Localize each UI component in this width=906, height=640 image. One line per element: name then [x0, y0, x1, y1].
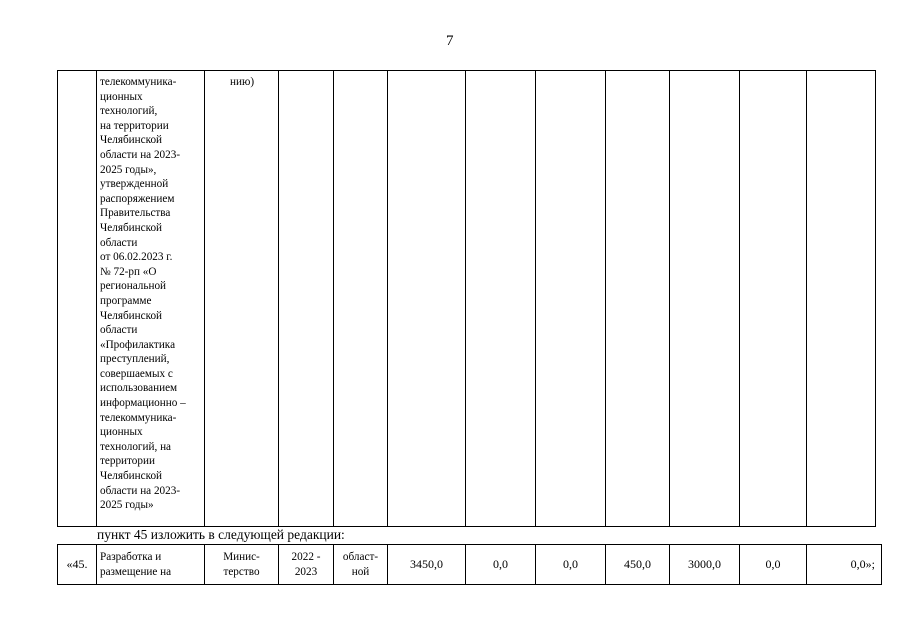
- row-executor-line: Минис-: [223, 550, 260, 563]
- row-year6: 0,0»;: [807, 545, 882, 585]
- description-line: Челябинской: [100, 309, 163, 322]
- description-line: телекоммуника-: [100, 411, 177, 424]
- col-number: [58, 71, 97, 527]
- row-year2: 0,0: [536, 545, 606, 585]
- col-year4: [670, 71, 740, 527]
- description-line: технологий, на: [100, 440, 172, 453]
- row-year5: 0,0: [740, 545, 807, 585]
- col-source: [334, 71, 388, 527]
- row-period: [279, 545, 334, 585]
- description-line: «Профилактика: [100, 338, 176, 351]
- description-line: Правительства: [100, 207, 171, 220]
- row-description-line: Разработка и: [100, 550, 162, 563]
- description-line: телекоммуника-: [100, 76, 177, 88]
- col-executor: [205, 71, 279, 527]
- description-line: территории: [100, 455, 155, 468]
- col-year2: [536, 71, 606, 527]
- row-period-line: 2022 -: [291, 550, 321, 563]
- description-line: области на 2023-: [100, 484, 181, 497]
- row-source-line: област-: [342, 550, 379, 563]
- description-line: технологий,: [100, 105, 158, 118]
- description-line: области: [100, 324, 138, 337]
- row-period-line: 2023: [294, 565, 318, 578]
- description-line: ционных: [100, 426, 143, 439]
- description-line: области: [100, 236, 138, 249]
- description-line: Челябинской: [100, 221, 163, 234]
- description-line: на территории: [100, 119, 169, 132]
- description-line: Челябинской: [100, 470, 163, 483]
- description-line: использованием: [100, 382, 178, 395]
- col-description: [97, 71, 205, 527]
- row-description-line: размещение на: [100, 565, 172, 578]
- col-year3: [606, 71, 670, 527]
- description-line: программе: [100, 294, 152, 307]
- description-line: совершаемых с: [100, 367, 173, 380]
- row-45-table: [57, 544, 882, 585]
- row-year3: 450,0: [606, 545, 670, 585]
- description-line: 2025 годы»: [100, 499, 154, 512]
- description-line: 2025 годы»,: [100, 163, 157, 176]
- row-source-line: ной: [351, 565, 370, 578]
- row-description: [97, 545, 205, 585]
- description-line: Челябинской: [100, 134, 163, 147]
- description-line: утвержденной: [100, 178, 169, 191]
- col-year1: [466, 71, 536, 527]
- col-year5: [740, 71, 807, 527]
- row-number: «45.: [58, 545, 97, 585]
- row-year4: 3000,0: [670, 545, 740, 585]
- row-executor: [205, 545, 279, 585]
- col-year6: [807, 71, 876, 527]
- amendment-note: пункт 45 изложить в следующей редакции:: [97, 527, 345, 542]
- description-line: распоряжением: [100, 192, 175, 205]
- description-line: № 72-рп «О: [100, 265, 157, 278]
- row-source: [334, 545, 388, 585]
- row-year1: 0,0: [466, 545, 536, 585]
- row-executor-line: терство: [223, 565, 260, 578]
- description-line: ционных: [100, 90, 143, 103]
- description-line: от 06.02.2023 г.: [100, 251, 173, 264]
- page-number: 7: [446, 33, 454, 49]
- executor-text: нию): [230, 76, 255, 88]
- description-line: преступлений,: [100, 353, 170, 366]
- description-line: информационно –: [100, 397, 186, 410]
- description-line: региональной: [100, 280, 167, 293]
- row-total: 3450,0: [388, 545, 466, 585]
- col-total: [388, 71, 466, 527]
- description-line: области на 2023-: [100, 148, 181, 161]
- continued-table: [57, 70, 876, 527]
- description-text: [97, 71, 204, 513]
- col-period: [279, 71, 334, 527]
